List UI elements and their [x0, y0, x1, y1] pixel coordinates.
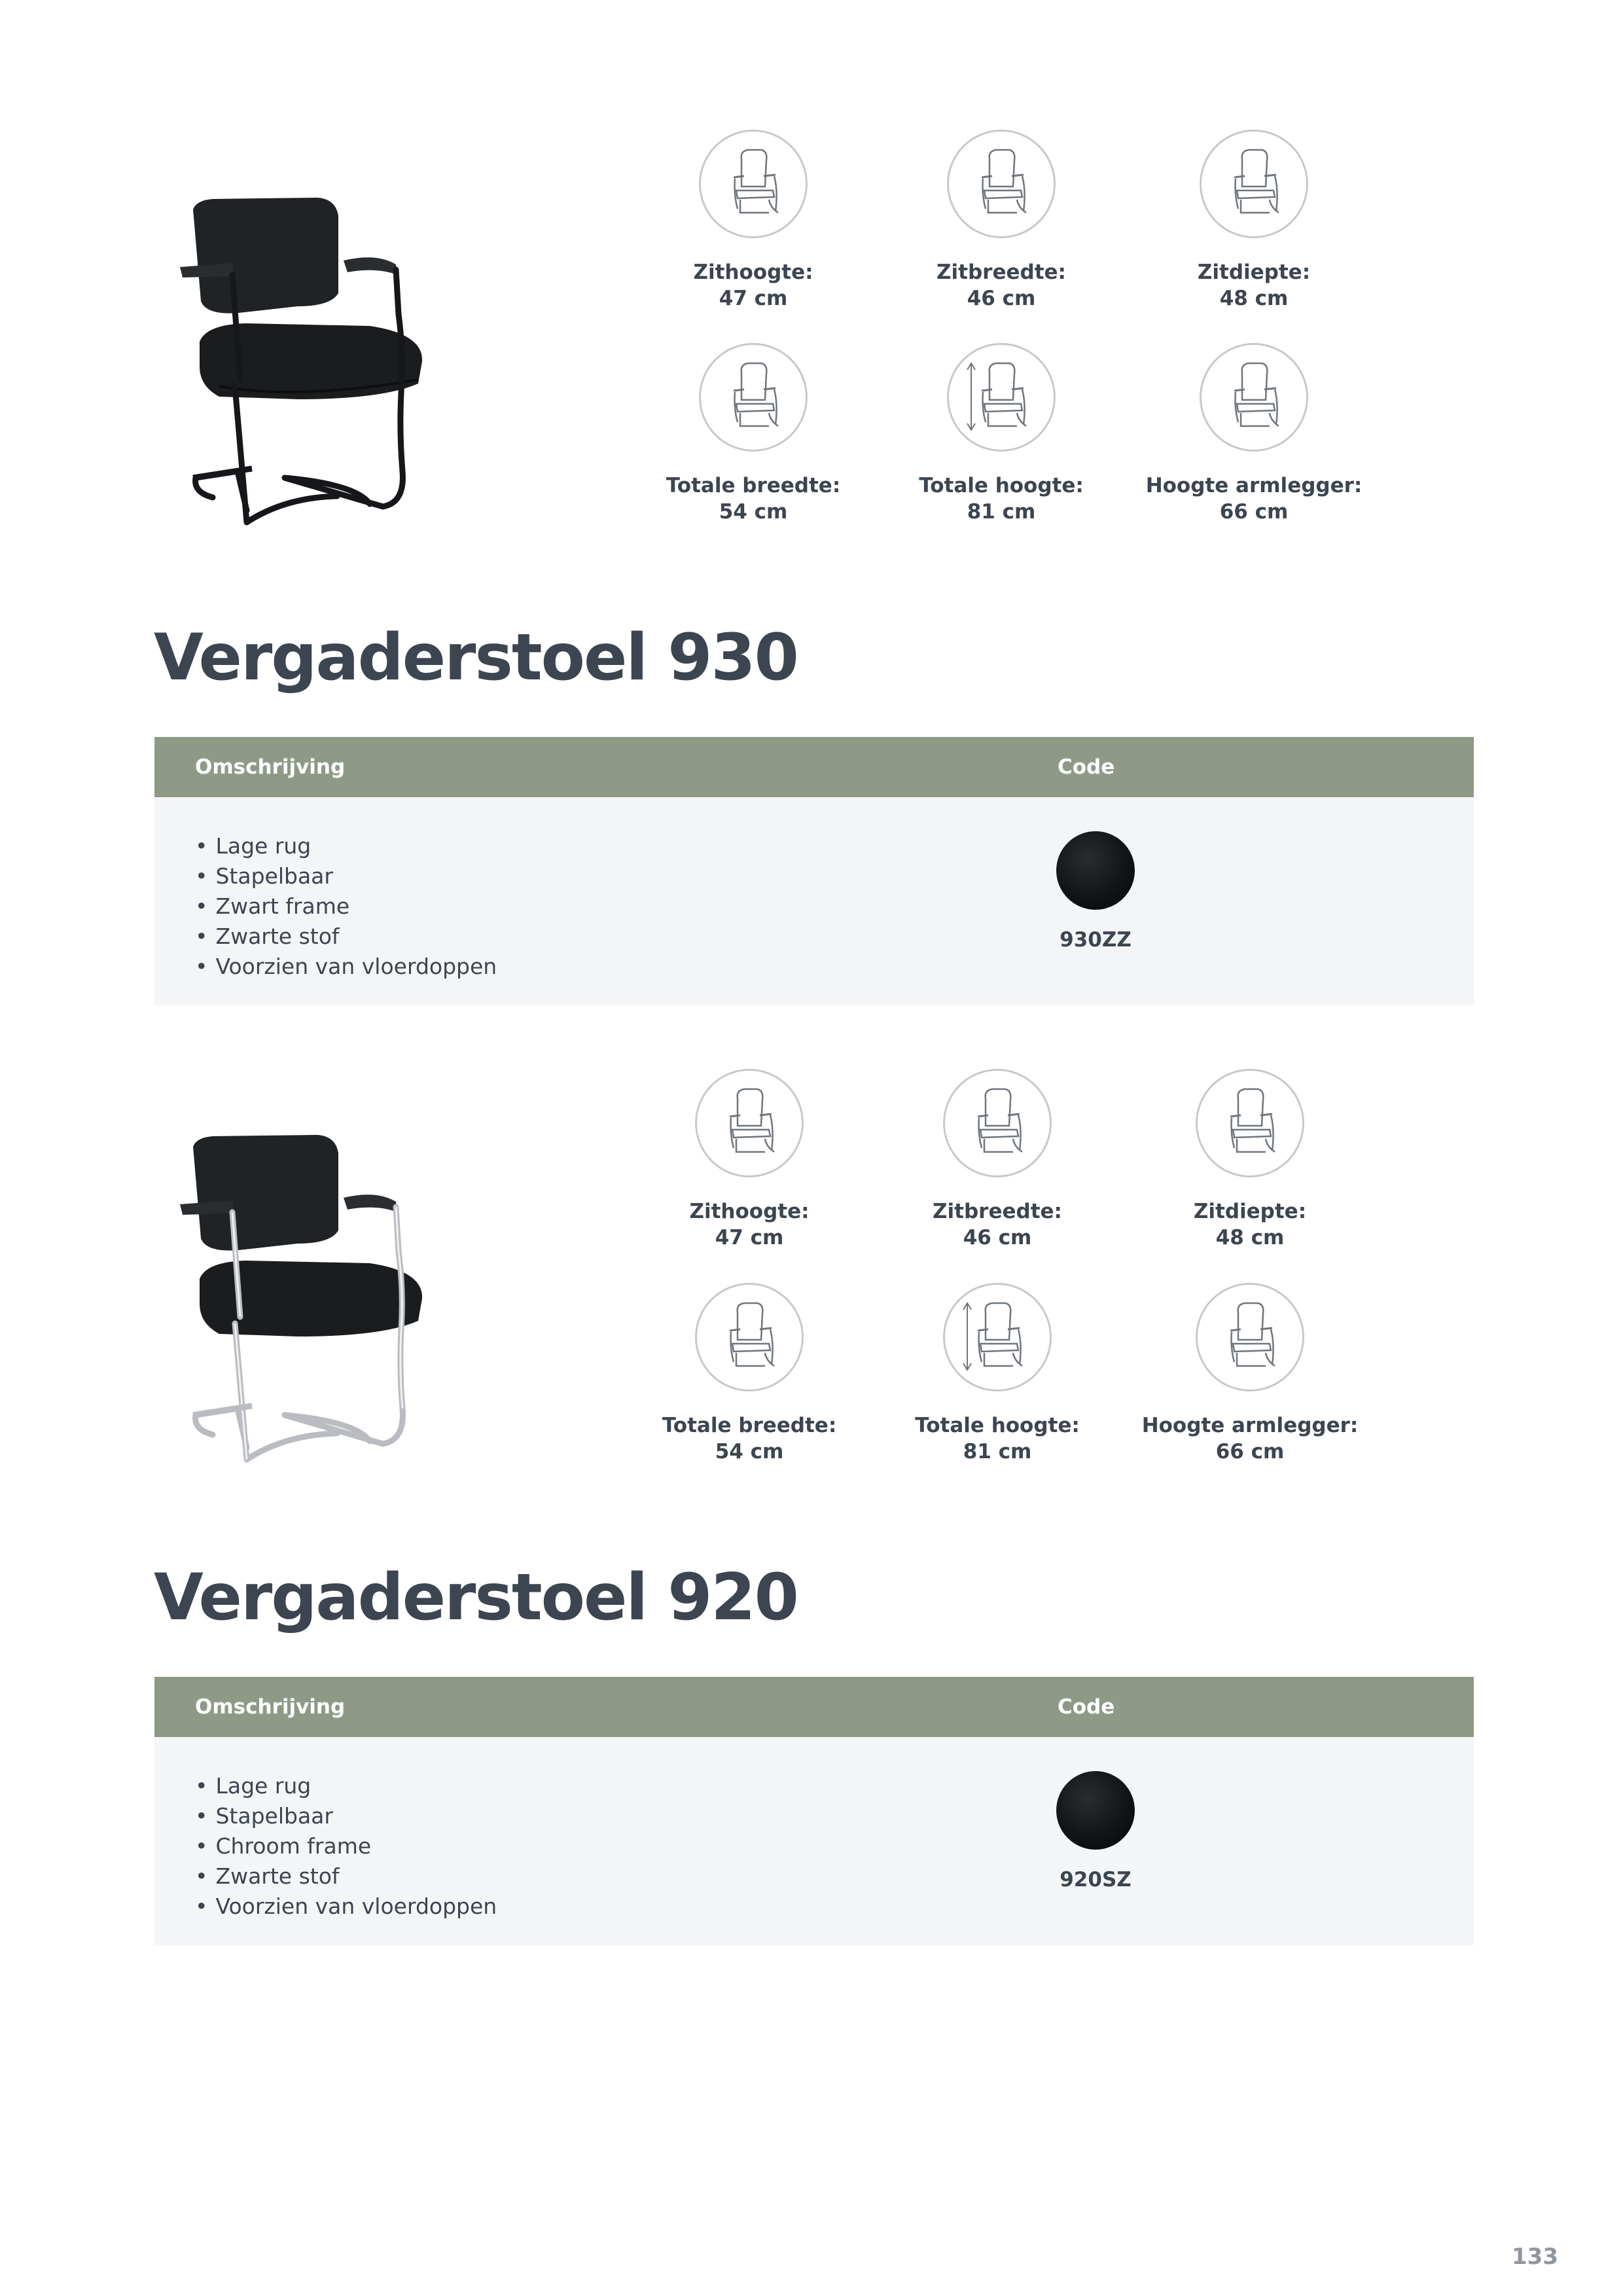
header-description: Omschrijving: [195, 1695, 346, 1719]
spec-label: Zitdiepte:: [1197, 260, 1311, 284]
product-table: [154, 737, 1474, 1005]
list-item: • Chroom frame: [195, 1831, 497, 1861]
header-code: Code: [1058, 755, 1115, 779]
spec-value: 54 cm: [719, 500, 788, 524]
table-header: [154, 1677, 1474, 1737]
spec-label: Totale hoogte:: [915, 1414, 1080, 1437]
product-table: [154, 1677, 1474, 1945]
spec-seat-depth: [1130, 130, 1378, 312]
total-height-icon: [947, 343, 1056, 452]
chair-930-photo: [167, 190, 468, 556]
list-item: • Voorzien van vloerdoppen: [195, 952, 497, 982]
spec-armrest-height: [1130, 343, 1378, 525]
feature-list: [195, 1771, 497, 1922]
list-item: • Zwarte stof: [195, 1861, 497, 1892]
feature-list: [195, 831, 497, 982]
spec-value: 66 cm: [1215, 1440, 1285, 1463]
seat-depth-icon: [1200, 130, 1308, 238]
spec-seat-height: [629, 130, 878, 312]
spec-label: Hoogte armlegger:: [1145, 474, 1363, 497]
product-title: Vergaderstoel 920: [154, 1560, 798, 1635]
spec-value: 81 cm: [967, 500, 1036, 524]
spec-label: Zitbreedte:: [933, 1200, 1062, 1223]
seat-height-icon: [699, 130, 808, 238]
spec-label: Zitbreedte:: [936, 260, 1066, 284]
list-item: • Stapelbaar: [195, 861, 497, 891]
spec-total-height: [877, 343, 1126, 525]
spec-total-width: [629, 343, 878, 525]
spec-label: Zithoogte:: [693, 260, 813, 284]
spec-seat-depth: [1126, 1069, 1374, 1251]
spec-total-width: [625, 1283, 874, 1465]
seat-depth-icon: [1196, 1069, 1304, 1177]
spec-armrest-height: [1126, 1283, 1374, 1465]
spec-label: Zitdiepte:: [1193, 1200, 1307, 1223]
spec-value: 47 cm: [715, 1226, 784, 1249]
spec-label: Totale breedte:: [662, 1414, 837, 1437]
header-description: Omschrijving: [195, 755, 346, 779]
product-title: Vergaderstoel 930: [154, 620, 798, 695]
table-body: [154, 797, 1474, 1005]
total-height-icon: [943, 1283, 1052, 1391]
seat-height-icon: [695, 1069, 804, 1177]
armrest-height-icon: [1200, 343, 1308, 452]
table-header: [154, 737, 1474, 797]
chair-920-photo: [167, 1127, 468, 1494]
list-item: • Zwart frame: [195, 891, 497, 922]
total-width-icon: [699, 343, 808, 452]
spec-label: Hoogte armlegger:: [1141, 1414, 1359, 1437]
spec-seat-width: [873, 1069, 1122, 1251]
page-number: 133: [1512, 2244, 1558, 2270]
spec-value: 47 cm: [719, 287, 788, 310]
spec-label: Totale hoogte:: [919, 474, 1084, 497]
spec-label: Totale breedte:: [666, 474, 841, 497]
seat-width-icon: [943, 1069, 1052, 1177]
list-item: • Lage rug: [195, 831, 497, 861]
list-item: • Voorzien van vloerdoppen: [195, 1892, 497, 1922]
list-item: • Stapelbaar: [195, 1801, 497, 1831]
total-width-icon: [695, 1283, 804, 1391]
product-code: 920SZ: [1060, 1868, 1132, 1892]
spec-label: Zithoogte:: [689, 1200, 810, 1223]
armrest-height-icon: [1196, 1283, 1304, 1391]
product-code: 930ZZ: [1060, 928, 1132, 952]
spec-value: 81 cm: [963, 1440, 1032, 1463]
spec-seat-height: [625, 1069, 874, 1251]
spec-value: 54 cm: [715, 1440, 784, 1463]
spec-value: 66 cm: [1219, 500, 1289, 524]
table-body: [154, 1737, 1474, 1945]
spec-value: 48 cm: [1215, 1226, 1285, 1249]
spec-value: 46 cm: [963, 1226, 1032, 1249]
fabric-swatch: [1056, 1771, 1135, 1850]
fabric-swatch: [1056, 831, 1135, 910]
header-code: Code: [1058, 1695, 1115, 1719]
seat-width-icon: [947, 130, 1056, 238]
spec-total-height: [873, 1283, 1122, 1465]
spec-value: 48 cm: [1219, 287, 1289, 310]
list-item: • Zwarte stof: [195, 922, 497, 952]
spec-seat-width: [877, 130, 1126, 312]
list-item: • Lage rug: [195, 1771, 497, 1801]
spec-value: 46 cm: [967, 287, 1036, 310]
